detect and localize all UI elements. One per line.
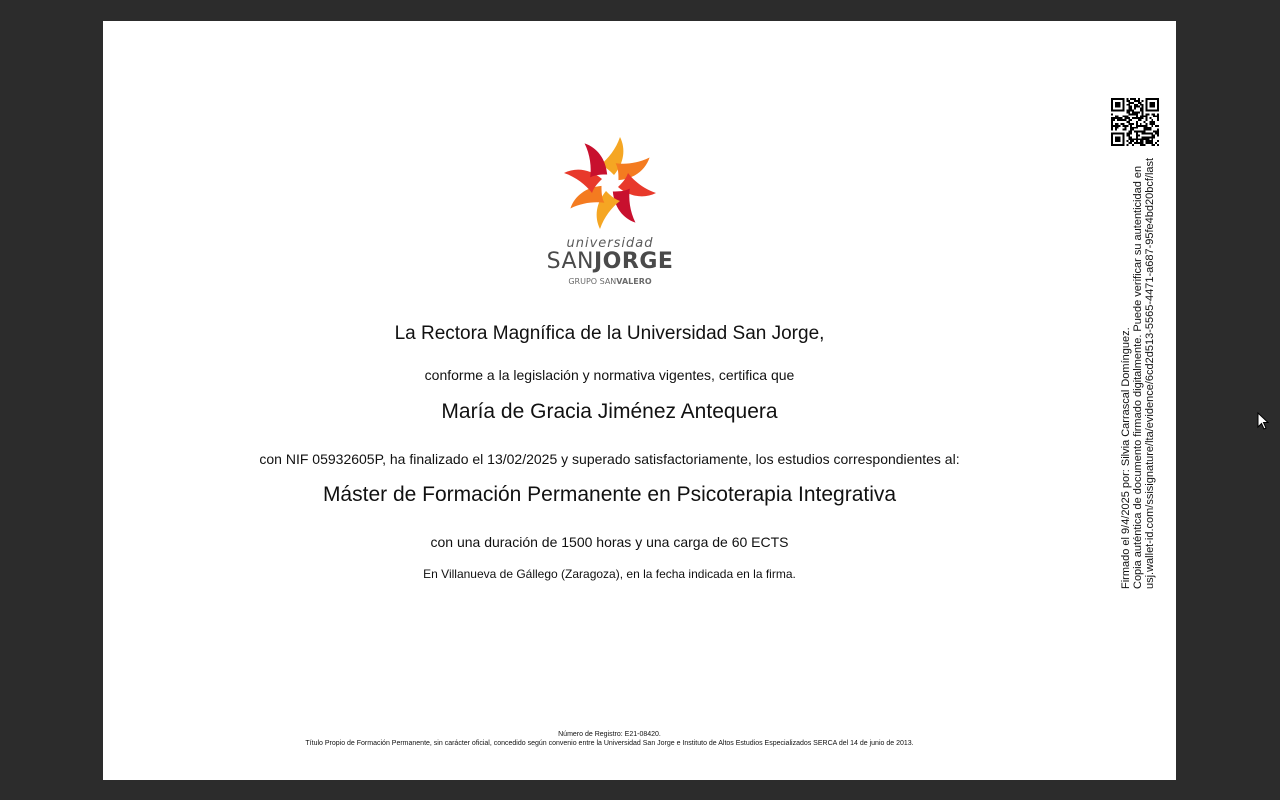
mouse-cursor-icon <box>1257 412 1269 430</box>
logo-group-sanvalero <box>543 277 677 286</box>
registration-number: Número de Registro: E21-08420. <box>558 731 661 738</box>
completion-statement: con NIF 05932605P, ha finalizado el 13/02/2025 y superado satisfactoriamente, los estudios correspondientes al: <box>259 451 960 467</box>
duration-statement: con una duración de 1500 horas y una carga de 60 ECTS <box>430 534 789 550</box>
digital-signature-note <box>1120 159 1156 589</box>
logo-group-valero: VALERO <box>616 277 652 286</box>
rector-statement: La Rectora Magnífica de la Universidad San Jorge, <box>394 323 825 344</box>
logo-word-san: SAN <box>546 249 594 274</box>
logo-word-sanjorge <box>543 249 677 274</box>
logo-word-jorge: JORGE <box>593 249 674 274</box>
signature-verification-url[interactable]: usj.wallet-id.com/ssisignature/lta/evidence/6cd2d513-5565-4471-a687-95fe4bd20bcf/last <box>1144 157 1156 589</box>
signature-signed-by: Firmado el 9/4/2025 por: Silvia Carrascal Domínguez. <box>1120 327 1132 589</box>
qr-code-icon[interactable] <box>1111 98 1159 146</box>
logo-word-universidad: universidad <box>566 236 654 251</box>
star-logo-icon <box>560 133 660 233</box>
signature-authentic-copy: Copia auténtica de documento firmado digitalmente. Puede verificar su autenticidad en <box>1132 165 1144 589</box>
degree-title: Máster de Formación Permanente en Psicoterapia Integrativa <box>322 483 897 506</box>
legal-statement: conforme a la legislación y normativa vigentes, certifica que <box>424 367 795 383</box>
certificate-page <box>103 21 1176 780</box>
location-statement: En Villanueva de Gállego (Zaragoza), en la fecha indicada en la firma. <box>423 567 796 581</box>
recipient-name: María de Gracia Jiménez Antequera <box>441 400 778 423</box>
title-disclaimer: Título Propio de Formación Permanente, sin carácter oficial, concedido según convenio entre la Universidad San Jorge e Instituto de Altos Estudios Especializados SERCA del 14 de junio de 2013. <box>305 740 914 747</box>
university-logo <box>543 133 683 293</box>
logo-group-san: GRUPO SAN <box>568 277 617 286</box>
